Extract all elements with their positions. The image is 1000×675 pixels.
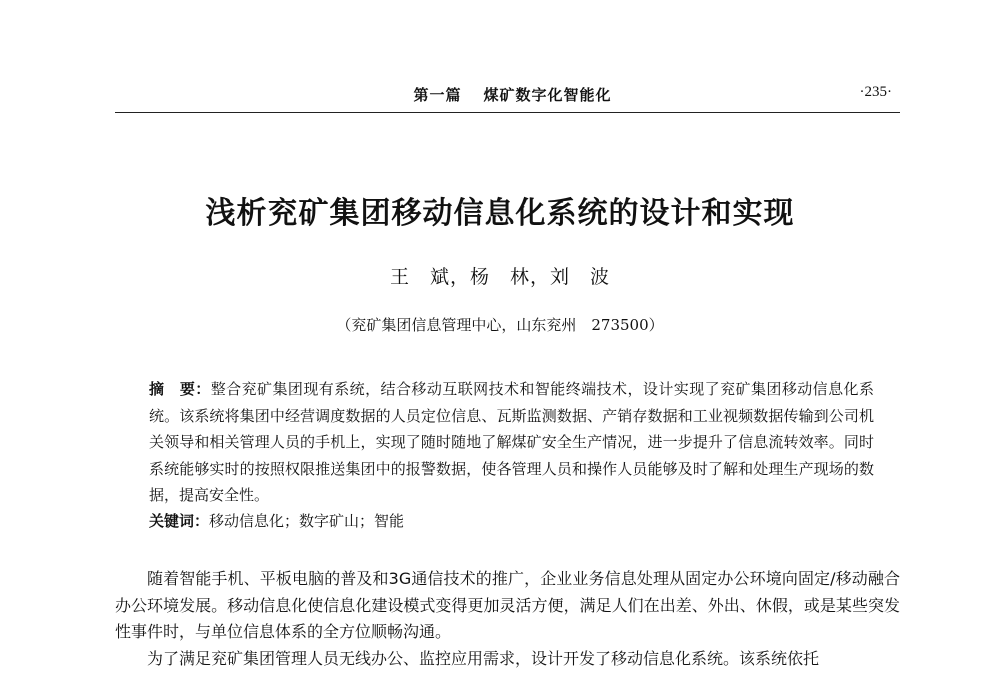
header-section: 煤矿数字化智能化 — [483, 86, 612, 104]
keywords-text: 移动信息化；数字矿山；智能 — [209, 512, 405, 530]
abstract — [149, 376, 874, 509]
body-text — [115, 566, 900, 672]
header-part: 第一篇 — [413, 86, 462, 104]
page-number: ·235· — [859, 84, 892, 100]
paper-authors: 王 斌，杨 林，刘 波 — [389, 266, 610, 288]
running-header — [115, 84, 900, 110]
paper-title: 浅析兖矿集团移动信息化系统的设计和实现 — [205, 196, 795, 231]
abstract-label: 摘 要： — [149, 380, 211, 398]
body-paragraph: 随着智能手机、平板电脑的普及和3G通信技术的推广，企业业务信息处理从固定办公环境向固定/移动融合办公环境发展。移动信息化使信息化建设模式变得更加灵活方便，满足人们在出差、外出、休假，或是某些突发性事件时，与单位信息体系的全方位顺畅沟通。 — [115, 569, 900, 641]
keywords — [149, 510, 874, 531]
running-header-title — [115, 84, 900, 105]
header-divider — [115, 112, 900, 113]
body-paragraph: 为了满足兖矿集团管理人员无线办公、监控应用需求，设计开发了移动信息化系统。该系统依托 — [147, 648, 820, 668]
paper-affiliation: （兖矿集团信息管理中心，山东兖州 273500） — [336, 316, 664, 334]
abstract-text: 整合兖矿集团现有系统，结合移动互联网技术和智能终端技术，设计实现了兖矿集团移动信息化系统。该系统将集团中经营调度数据的人员定位信息、瓦斯监测数据、产销存数据和工业视频数据传输到公司机关领导和相关管理人员的手机上，实现了随时随地了解煤矿安全生产情况，进一步提升了信息流转效率。同时系统能够实时的按照权限推送集团中的报警数据，使各管理人员和操作人员能够及时了解和处理生产现场的数据，提高安全性。 — [149, 380, 874, 504]
keywords-label: 关键词： — [149, 512, 210, 530]
